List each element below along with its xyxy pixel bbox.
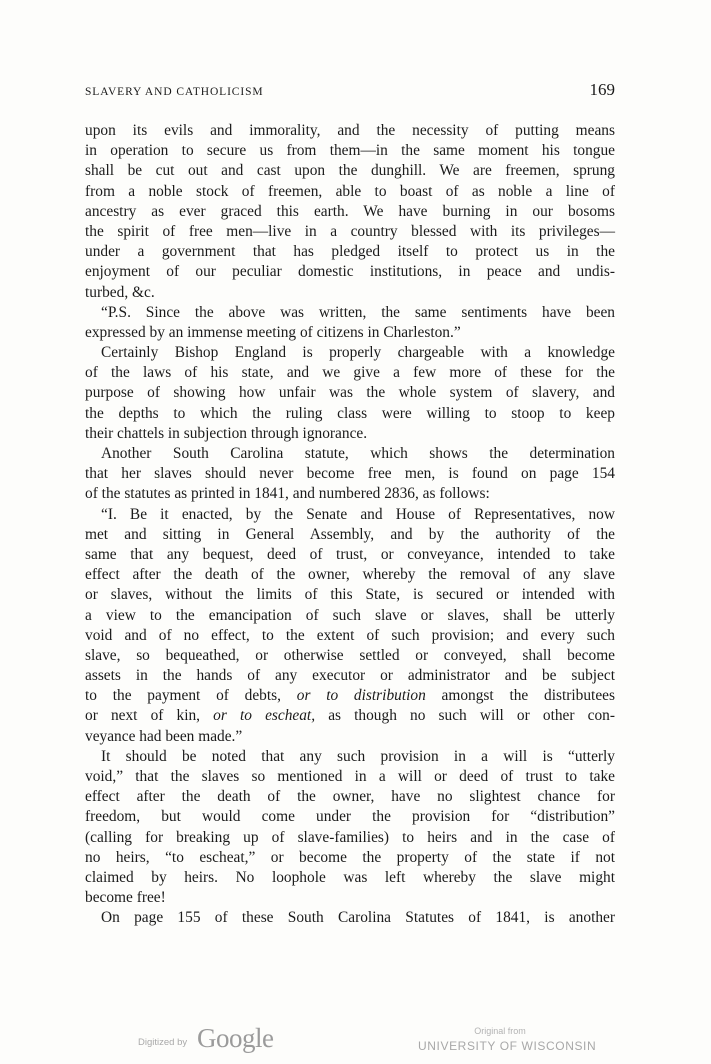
text-line: that her slaves should never become free men, is found on page 154: [85, 465, 615, 483]
text-line: enjoyment of our peculiar domestic institutions, in peace and undis-: [85, 263, 615, 281]
text-line: under a government that has pledged itself to protect us in the: [85, 243, 615, 261]
original-from-label: Original from: [474, 1026, 526, 1036]
text-line: the depths to which the ruling class were willing to stoop to keep: [85, 404, 615, 422]
body-text: [85, 121, 615, 929]
institution-name: UNIVERSITY OF WISCONSIN: [418, 1039, 597, 1053]
text-line: void and of no effect, to the extent of such provision; and every such: [85, 626, 615, 644]
text-line: Another South Carolina statute, which shows the determination: [101, 445, 615, 462]
text-line: Certainly Bishop England is properly chargeable with a knowledge: [101, 344, 615, 362]
text-line: shall be cut out and cast upon the dunghill. We are freemen, sprung: [85, 162, 615, 180]
text-line: effect after the death of the owner, have no slightest chance for: [85, 788, 615, 806]
text-line: claimed by heirs. No loophole was left whereby the slave might: [85, 868, 615, 886]
text-line: same that any bequest, deed of trust, or conveyance, intended to take: [85, 545, 615, 563]
text-line: met and sitting in General Assembly, and by the authority of the: [85, 525, 615, 543]
text-line: On page 155 of these South Carolina Statutes of 1841, is another: [101, 909, 615, 927]
text-line: expressed by an immense meeting of citizens in Charleston.”: [85, 323, 461, 341]
text-line: or next of kin, or to escheat, as though no such will or other con-: [85, 707, 615, 725]
text-line: in operation to secure us from them—in the same moment his tongue: [85, 142, 615, 160]
text-line: ancestry as ever graced this earth. We have burning in our bosoms: [85, 202, 615, 220]
google-logo: Google: [197, 1023, 274, 1053]
scan-footer: [0, 1015, 711, 1064]
text-line: It should be noted that any such provision in a will is “utterly: [101, 747, 615, 765]
text-line: from a noble stock of freemen, able to boast of as noble a line of: [85, 182, 615, 200]
text-line: purpose of showing how unfair was the whole system of slavery, and: [85, 384, 615, 402]
text-line: “P.S. Since the above was written, the same sentiments have been: [101, 303, 615, 321]
text-line: void,” that the slaves so mentioned in a will or deed of trust to take: [85, 768, 615, 785]
text-line: “I. Be it enacted, by the Senate and House of Representatives, now: [101, 505, 615, 523]
text-line: of the statutes as printed in 1841, and numbered 2836, as follows:: [85, 485, 490, 503]
text-line: a view to the emancipation of such slave or slaves, shall be utterly: [85, 606, 615, 624]
text-line: or slaves, without the limits of this State, is secured or intended with: [85, 586, 615, 604]
text-line: slave, so bequeathed, or otherwise settled or conveyed, shall become: [85, 646, 615, 664]
digitized-by-label: Digitized by: [138, 1037, 188, 1048]
text-line: their chattels in subjection through ignorance.: [85, 424, 368, 442]
text-line: to the payment of debts, or to distribution amongst the distributees: [85, 687, 615, 705]
text-line: of the laws of his state, and we give a few more of these for the: [85, 364, 615, 382]
text-line: the spirit of free men—live in a country blessed with its privileges—: [85, 222, 615, 240]
text-line: become free!: [85, 889, 166, 907]
text-line: no heirs, “to escheat,” or become the property of the state if not: [85, 848, 615, 866]
page-number: 169: [589, 80, 615, 99]
text-line: upon its evils and immorality, and the necessity of putting means: [85, 122, 615, 139]
text-line: freedom, but would come under the provision for “distribution”: [85, 808, 615, 826]
page-header: [85, 80, 615, 104]
text-line: assets in the hands of any executor or administrator and be subject: [85, 667, 615, 685]
text-line: veyance had been made.”: [85, 727, 243, 745]
text-line: (calling for breaking up of slave-families) to heirs and in the case of: [85, 828, 615, 846]
text-line: effect after the death of the owner, whereby the removal of any slave: [85, 566, 615, 584]
text-line: turbed, &c.: [85, 283, 155, 301]
running-head: SLAVERY AND CATHOLICISM: [85, 86, 264, 98]
